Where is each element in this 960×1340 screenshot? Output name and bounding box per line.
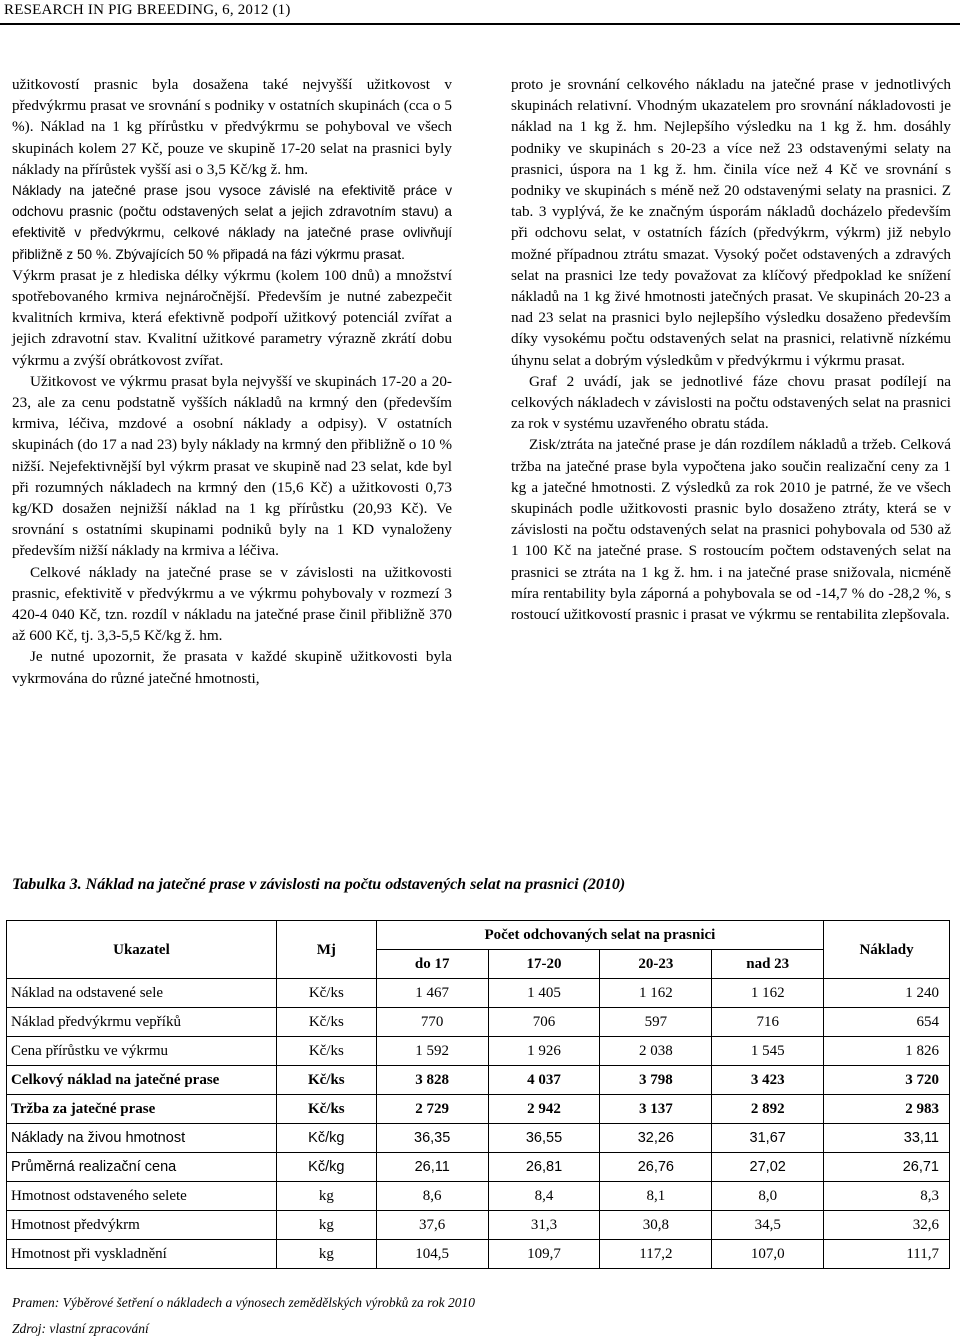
header-cost: Náklady bbox=[824, 921, 950, 979]
row-unit: kg bbox=[276, 1240, 376, 1269]
cell-value: 36,35 bbox=[376, 1124, 488, 1153]
cell-value: 37,6 bbox=[376, 1211, 488, 1240]
table-row bbox=[7, 1037, 950, 1066]
cell-value: 8,3 bbox=[824, 1182, 950, 1211]
left-paragraph-2: Náklady na jatečné prase jsou vysoce závislé na efektivitě práce v odchovu prasnic (počtu odstavených selat a jejich zdravotním stavu) a efektivitě v předvýkrmu, celkové náklady na jatečné prase ovlivňují přibližně z 50 %. Zbývajících 50 % připadá na fázi výkrmu prasat. bbox=[12, 183, 452, 262]
cell-value: 8,0 bbox=[712, 1182, 824, 1211]
table-row bbox=[7, 1008, 950, 1037]
table-row bbox=[7, 1211, 950, 1240]
table-row bbox=[7, 1066, 950, 1095]
header-group: Počet odchovaných selat na prasnici bbox=[376, 921, 823, 950]
header-indicator: Ukazatel bbox=[7, 921, 277, 979]
right-paragraph-2: Graf 2 uvádí, jak se jednotlivé fáze chovu prasat podílejí na celkových nákladech v závislosti na počtu odstavených selat na prasnici za rok v systému uzavřeného obratu stáda. bbox=[511, 372, 951, 433]
cell-value: 3 828 bbox=[376, 1066, 488, 1095]
source-note: Pramen: Výběrové šetření o nákladech a výnosech zemědělských výrobků za rok 2010 bbox=[12, 1295, 475, 1310]
cell-value: 36,55 bbox=[488, 1124, 600, 1153]
cell-value: 1 926 bbox=[488, 1037, 600, 1066]
row-unit: Kč/ks bbox=[276, 1037, 376, 1066]
cell-value: 1 826 bbox=[824, 1037, 950, 1066]
row-label: Hmotnost předvýkrm bbox=[7, 1211, 277, 1240]
cell-value: 109,7 bbox=[488, 1240, 600, 1269]
cell-value: 2 892 bbox=[712, 1095, 824, 1124]
cell-value: 1 162 bbox=[712, 979, 824, 1008]
cell-value: 2 729 bbox=[376, 1095, 488, 1124]
cell-value: 27,02 bbox=[712, 1153, 824, 1182]
row-label: Náklady na živou hmotnost bbox=[7, 1124, 277, 1153]
cell-value: 1 467 bbox=[376, 979, 488, 1008]
header-group-2: 17-20 bbox=[488, 950, 600, 979]
header-rule bbox=[0, 23, 960, 25]
cell-value: 4 037 bbox=[488, 1066, 600, 1095]
table-row bbox=[7, 979, 950, 1008]
row-label: Průměrná realizační cena bbox=[7, 1153, 277, 1182]
row-label: Náklad předvýkrmu vepříků bbox=[7, 1008, 277, 1037]
header-group-3: 20-23 bbox=[600, 950, 712, 979]
table-row bbox=[7, 1240, 950, 1269]
right-column bbox=[511, 74, 951, 625]
cell-value: 716 bbox=[712, 1008, 824, 1037]
table-row bbox=[7, 1124, 950, 1153]
left-paragraph-5: Celkové náklady na jatečné prase se v závislosti na užitkovosti prasnic, efektivitě v předvýkrmu a ve výkrmu pohybovaly v rozmezí 3 420-4 040 Kč, tzn. rozdíl v nákladu na jatečné prase činil přibližně 370 až 600 Kč, tj. 3,3-5,5 Kč/kg ž. hm. bbox=[12, 563, 452, 645]
header-unit: Mj bbox=[276, 921, 376, 979]
cell-value: 597 bbox=[600, 1008, 712, 1037]
table-body bbox=[7, 979, 950, 1269]
cell-value: 26,71 bbox=[824, 1153, 950, 1182]
cell-value: 770 bbox=[376, 1008, 488, 1037]
table-caption: Tabulka 3. Náklad na jatečné prase v závislosti na počtu odstavených selat na prasnici (2010) bbox=[12, 876, 626, 893]
cell-value: 1 162 bbox=[600, 979, 712, 1008]
cost-table bbox=[6, 920, 950, 1269]
cell-value: 33,11 bbox=[824, 1124, 950, 1153]
table-row bbox=[7, 1153, 950, 1182]
row-label: Hmotnost při vyskladnění bbox=[7, 1240, 277, 1269]
right-paragraph-3: Zisk/ztráta na jatečné prase je dán rozdílem nákladů a tržeb. Celková tržba na jatečné prase byla vypočtena jako součin realizační ceny za 1 kg a jatečné hmotnosti. Z výsledků za rok 2010 je patrné, že ve všech skupinách podle užitkovosti prasnic bylo dosaženo ztráty, která se v závislosti na počtu odstavených selat na prasnici pohybovala od 530 až 1 100 Kč na jatečné prase. S rostoucím počtem odstavených selat na prasnici se ztráta na 1 kg ž. hm. i na jatečné prase snižovala, nicméně míra rentability byla záporná a pohybovala se od -14,7 % do -28,2 %, s rostoucí užitkovostí prasnic i prasat ve výkrmu se rentabilita zlepšovala. bbox=[511, 436, 951, 624]
left-paragraph-3: Výkrm prasat je z hlediska délky výkrmu (kolem 100 dnů) a množství spotřebovaného krmiva nejnáročnější. Především je nutné zabezpečit kvalitních krmiva, která efektivně podpoří užitkový potenciál zvířat a jejich zdravotní stav. Kvalitní užitkové parametry výrazně zkrátí dobu výkrmu a zvýší obrátkovost zvířat. bbox=[12, 266, 452, 369]
row-unit: Kč/ks bbox=[276, 1066, 376, 1095]
left-paragraph-6: Je nutné upozornit, že prasata v každé skupině užitkovosti byla vykrmována do různé jatečné hmotnosti, bbox=[12, 648, 452, 687]
left-paragraph-1: užitkovostí prasnic byla dosažena také nejvyšší užitkovost v předvýkrmu prasat ve srovnání s podniky v ostatních skupinách (cca o 5 %). Náklad na 1 kg přírůstku v předvýkrmu se pohyboval ve všech skupinách kolem 27 Kč, pouze ve skupině 17-20 selat na prasnici byly náklady na přírůstek vyšší asi o 3,5 Kč/kg ž. hm. bbox=[12, 76, 452, 178]
cell-value: 2 038 bbox=[600, 1037, 712, 1066]
cell-value: 3 720 bbox=[824, 1066, 950, 1095]
cell-value: 8,6 bbox=[376, 1182, 488, 1211]
right-paragraph-1: proto je srovnání celkového nákladu na jatečné prase v jednotlivých skupinách relativní. Vhodným ukazatelem pro srovnání nákladovosti je náklad na 1 kg ž. hm. Nejlepšího výsledku na 1 kg ž. hm. dosáhly podniky ve skupinách s 20-23 a více než 23 odstavenými selaty na prasnici, úspora na 1 kg ž. hm. činila více než 4 Kč ve srovnání s podniky ve skupinách s méně než 20 odstavenými selaty na prasnici. Z tab. 3 vyplývá, že ke značným úsporám nákladů docházelo především při odchovu selat, v ostatních fázích (předvýkrm, výkrm) již nebylo možné případnou ztrátu smazat. Vysoký počet odstavených a zdravých selat na prasnici lze tedy považovat za klíčový předpoklad ke snížení nákladů na 1 kg živé hmotnosti jatečných prasat. Ve skupinách 20-23 a nad 23 selat na prasnici bylo nejlepšího výsledku dosaženo především díky vysokému počtu odstavených selat na prasnici, relativně nízkému úhynu selat a dobrým výsledkům v předvýkrmu i výkrmu prasat. bbox=[511, 76, 951, 369]
cell-value: 32,26 bbox=[600, 1124, 712, 1153]
row-label: Cena přírůstku ve výkrmu bbox=[7, 1037, 277, 1066]
cell-value: 30,8 bbox=[600, 1211, 712, 1240]
row-unit: Kč/ks bbox=[276, 979, 376, 1008]
table-row bbox=[7, 1182, 950, 1211]
left-column bbox=[12, 74, 452, 689]
cell-value: 2 942 bbox=[488, 1095, 600, 1124]
row-label: Tržba za jatečné prase bbox=[7, 1095, 277, 1124]
row-unit: Kč/ks bbox=[276, 1008, 376, 1037]
row-label: Náklad na odstavené sele bbox=[7, 979, 277, 1008]
cell-value: 8,1 bbox=[600, 1182, 712, 1211]
row-unit: kg bbox=[276, 1182, 376, 1211]
row-unit: Kč/kg bbox=[276, 1124, 376, 1153]
cell-value: 3 423 bbox=[712, 1066, 824, 1095]
cell-value: 117,2 bbox=[600, 1240, 712, 1269]
cell-value: 706 bbox=[488, 1008, 600, 1037]
cell-value: 26,11 bbox=[376, 1153, 488, 1182]
cell-value: 1 240 bbox=[824, 979, 950, 1008]
origin-note: Zdroj: vlastní zpracování bbox=[12, 1321, 149, 1336]
header-group-4: nad 23 bbox=[712, 950, 824, 979]
row-unit: kg bbox=[276, 1211, 376, 1240]
cell-value: 1 592 bbox=[376, 1037, 488, 1066]
row-label: Hmotnost odstaveného selete bbox=[7, 1182, 277, 1211]
table-row bbox=[7, 1095, 950, 1124]
cell-value: 104,5 bbox=[376, 1240, 488, 1269]
row-unit: Kč/kg bbox=[276, 1153, 376, 1182]
running-header: RESEARCH IN PIG BREEDING, 6, 2012 (1) bbox=[4, 2, 291, 18]
cell-value: 26,81 bbox=[488, 1153, 600, 1182]
header-group-1: do 17 bbox=[376, 950, 488, 979]
cell-value: 1 405 bbox=[488, 979, 600, 1008]
left-paragraph-4: Užitkovost ve výkrmu prasat byla nejvyšší ve skupinách 17-20 a 20-23, ale za cenu podstatně vyšších nákladů na krmný den (především krmiva, léčiva, mzdové a osobní náklady a odpisy). V ostatních skupinách (do 17 a nad 23) byly náklady na krmný den přibližně o 10 % nižší. Nejefektivnější byl výkrm prasat ve skupině nad 23 selat, kde byl při rozumných nákladech na krmný den (15,6 Kč) a užitkovosti 0,73 kg/KD dosažen nejnižší náklad na 1 kg přírůstku (20,93 Kč). Ve srovnání s ostatními skupinami podniků byly na 1 KD vynaloženy především nižší náklady na krmiva a léčiva. bbox=[12, 372, 452, 560]
cell-value: 1 545 bbox=[712, 1037, 824, 1066]
cell-value: 107,0 bbox=[712, 1240, 824, 1269]
cell-value: 31,67 bbox=[712, 1124, 824, 1153]
cell-value: 32,6 bbox=[824, 1211, 950, 1240]
cell-value: 8,4 bbox=[488, 1182, 600, 1211]
cell-value: 654 bbox=[824, 1008, 950, 1037]
cell-value: 111,7 bbox=[824, 1240, 950, 1269]
cell-value: 26,76 bbox=[600, 1153, 712, 1182]
row-unit: Kč/ks bbox=[276, 1095, 376, 1124]
cell-value: 34,5 bbox=[712, 1211, 824, 1240]
cell-value: 2 983 bbox=[824, 1095, 950, 1124]
cell-value: 31,3 bbox=[488, 1211, 600, 1240]
cell-value: 3 137 bbox=[600, 1095, 712, 1124]
row-label: Celkový náklad na jatečné prase bbox=[7, 1066, 277, 1095]
cell-value: 3 798 bbox=[600, 1066, 712, 1095]
